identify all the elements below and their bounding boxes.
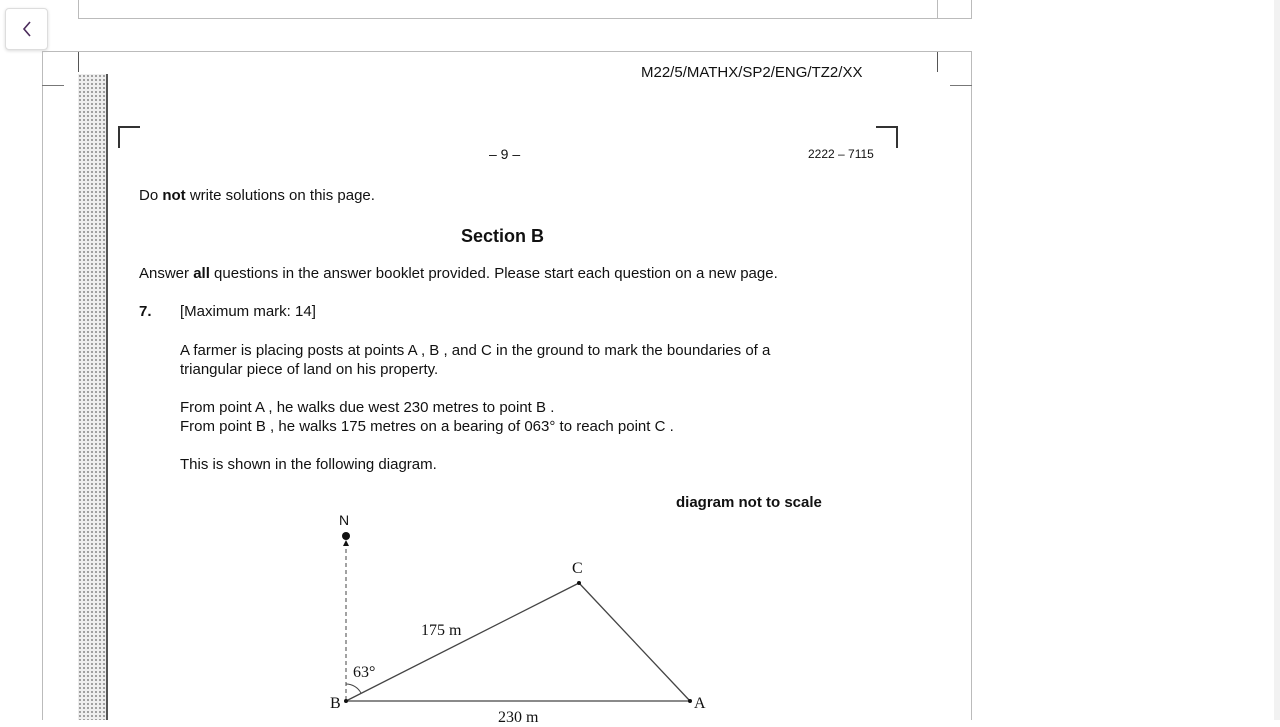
side-bc bbox=[346, 583, 579, 701]
label-b: B bbox=[330, 695, 341, 712]
question-text: A farmer is placing posts at points A , B , and C in the ground to mark the boundaries of a bbox=[180, 342, 771, 359]
label-bc-length: 175 m bbox=[421, 622, 462, 639]
question-text: triangular piece of land on his property. bbox=[180, 361, 439, 378]
label-c: C bbox=[572, 560, 583, 577]
north-marker bbox=[342, 532, 350, 540]
angle-arc bbox=[346, 684, 361, 693]
instruction: Do not write solutions on this page. bbox=[139, 187, 375, 204]
label-north: N bbox=[339, 512, 350, 528]
label-a: A bbox=[694, 695, 706, 712]
label-ab-length: 230 m bbox=[498, 709, 539, 726]
side-ca bbox=[579, 583, 690, 701]
label-angle: 63° bbox=[353, 664, 376, 681]
header-code: M22/5/MATHX/SP2/ENG/TZ2/XX bbox=[641, 64, 863, 81]
question-text: From point A , he walks due west 230 metres to point B . bbox=[180, 399, 555, 416]
question-text: This is shown in the following diagram. bbox=[180, 456, 437, 473]
question-text: From point B , he walks 175 metres on a bearing of 063° to reach point C . bbox=[180, 418, 674, 435]
answer-instruction: Answer all questions in the answer booklet provided. Please start each question on a new page. bbox=[139, 265, 778, 282]
section-title: Section B bbox=[461, 226, 545, 246]
question-number: 7. bbox=[139, 303, 152, 320]
max-mark: [Maximum mark: 14] bbox=[180, 303, 316, 320]
diagram-note: diagram not to scale bbox=[676, 494, 822, 511]
page-number: – 9 – bbox=[489, 146, 521, 162]
paper-code: 2222 – 7115 bbox=[808, 147, 874, 161]
north-arrow bbox=[343, 540, 349, 546]
